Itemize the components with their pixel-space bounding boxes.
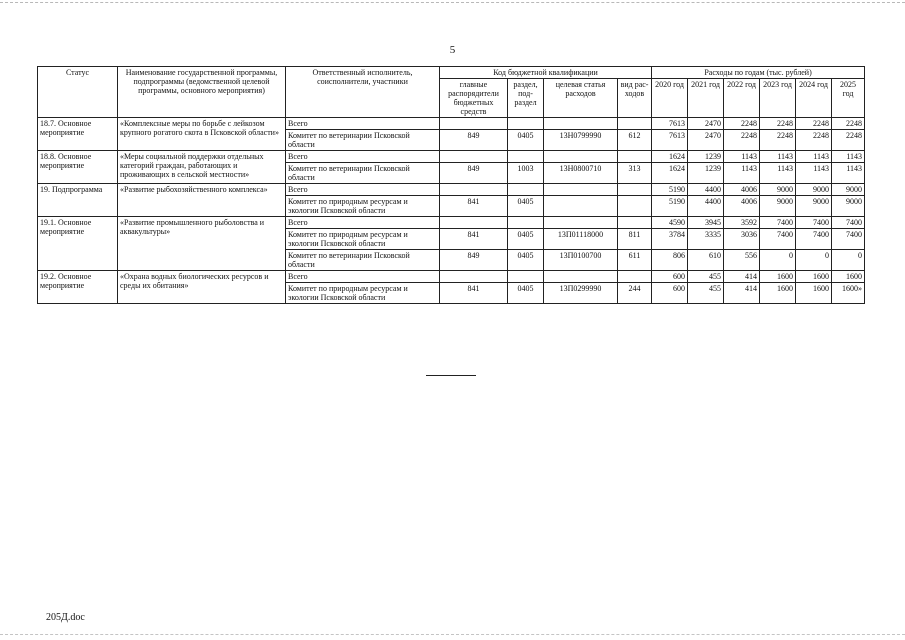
header-type: вид рас-ходов <box>618 79 652 118</box>
page-number: 5 <box>449 44 456 56</box>
year-value-cell: 1143 <box>724 151 760 163</box>
status-cell: 19.2. Основное мероприятие <box>38 271 118 304</box>
section-cell <box>508 151 544 163</box>
year-value-cell: 1143 <box>832 163 865 184</box>
year-value-cell: 4400 <box>688 196 724 217</box>
executor-cell: Комитет по ветеринарии Псковской области <box>286 250 440 271</box>
table-row <box>38 118 865 130</box>
executor-cell: Комитет по природным ресурсам и экологии Псковской области <box>286 229 440 250</box>
year-value-cell: 1600 <box>796 283 832 304</box>
target-cell: 13Н0799990 <box>544 130 618 151</box>
year-value-cell: 556 <box>724 250 760 271</box>
status-cell: 19.1. Основное мероприятие <box>38 217 118 271</box>
year-value-cell: 9000 <box>760 184 796 196</box>
year-value-cell: 7400 <box>760 217 796 229</box>
target-cell <box>544 118 618 130</box>
year-value-cell: 2248 <box>796 118 832 130</box>
grbs-cell: 849 <box>440 130 508 151</box>
section-cell: 0405 <box>508 130 544 151</box>
year-value-cell: 2248 <box>832 118 865 130</box>
header-year: 2024 год <box>796 79 832 118</box>
header-year: 2020 год <box>652 79 688 118</box>
target-cell: 13П0100700 <box>544 250 618 271</box>
table-row <box>38 151 865 163</box>
type-cell <box>618 271 652 283</box>
year-value-cell: 1143 <box>760 163 796 184</box>
year-value-cell: 2248 <box>724 130 760 151</box>
table-header <box>38 67 865 118</box>
status-cell: 19. Подпрограмма <box>38 184 118 217</box>
name-cell: «Развитие рыбохозяйственного комплекса» <box>118 184 286 217</box>
type-cell: 313 <box>618 163 652 184</box>
year-value-cell: 806 <box>652 250 688 271</box>
year-value-cell: 4400 <box>688 184 724 196</box>
year-value-cell: 5190 <box>652 184 688 196</box>
year-value-cell: 1143 <box>724 163 760 184</box>
year-value-cell: 1600 <box>760 283 796 304</box>
type-cell <box>618 184 652 196</box>
year-value-cell: 4006 <box>724 196 760 217</box>
header-name: Наименование государственной программы, подпрограммы (ведомственной целевой программы, основного мероприятия) <box>118 67 286 118</box>
year-value-cell: 2470 <box>688 118 724 130</box>
year-value-cell: 4590 <box>652 217 688 229</box>
type-cell: 811 <box>618 229 652 250</box>
year-value-cell: 9000 <box>832 184 865 196</box>
year-value-cell: 9000 <box>796 184 832 196</box>
closing-rule <box>426 375 476 376</box>
year-value-cell: 9000 <box>832 196 865 217</box>
type-cell: 244 <box>618 283 652 304</box>
executor-cell: Всего <box>286 217 440 229</box>
executor-cell: Всего <box>286 151 440 163</box>
header-target: целевая статья расходов <box>544 79 618 118</box>
header-section: раздел, под-раздел <box>508 79 544 118</box>
status-cell: 18.7. Основное мероприятие <box>38 118 118 151</box>
year-value-cell: 2248 <box>760 130 796 151</box>
grbs-cell <box>440 118 508 130</box>
target-cell <box>544 151 618 163</box>
header-executor: Ответственный исполнитель, соисполнители, участники <box>286 67 440 118</box>
year-value-cell: 7613 <box>652 130 688 151</box>
year-value-cell: 7400 <box>796 217 832 229</box>
table-body <box>38 118 865 304</box>
year-value-cell: 3945 <box>688 217 724 229</box>
executor-cell: Комитет по ветеринарии Псковской области <box>286 130 440 151</box>
year-value-cell: 2248 <box>760 118 796 130</box>
year-value-cell: 7400 <box>796 229 832 250</box>
type-cell <box>618 118 652 130</box>
target-cell <box>544 184 618 196</box>
year-value-cell: 1600 <box>796 271 832 283</box>
year-value-cell: 3036 <box>724 229 760 250</box>
year-value-cell: 0 <box>796 250 832 271</box>
type-cell <box>618 217 652 229</box>
name-cell: «Охрана водных биологических ресурсов и среды их обитания» <box>118 271 286 304</box>
year-value-cell: 3592 <box>724 217 760 229</box>
year-value-cell: 2470 <box>688 130 724 151</box>
type-cell: 612 <box>618 130 652 151</box>
header-year: 2021 год <box>688 79 724 118</box>
grbs-cell: 849 <box>440 250 508 271</box>
year-value-cell: 610 <box>688 250 724 271</box>
grbs-cell: 841 <box>440 196 508 217</box>
year-value-cell: 455 <box>688 283 724 304</box>
grbs-cell: 849 <box>440 163 508 184</box>
year-value-cell: 1239 <box>688 163 724 184</box>
grbs-cell <box>440 271 508 283</box>
year-value-cell: 1239 <box>688 151 724 163</box>
section-cell <box>508 271 544 283</box>
executor-cell: Комитет по ветеринарии Псковской области <box>286 163 440 184</box>
section-cell <box>508 184 544 196</box>
type-cell <box>618 196 652 217</box>
section-cell: 0405 <box>508 283 544 304</box>
grbs-cell <box>440 217 508 229</box>
executor-cell: Всего <box>286 184 440 196</box>
year-value-cell: 455 <box>688 271 724 283</box>
year-value-cell: 5190 <box>652 196 688 217</box>
year-value-cell: 1600 <box>832 271 865 283</box>
table-row <box>38 184 865 196</box>
target-cell <box>544 271 618 283</box>
year-value-cell: 1143 <box>832 151 865 163</box>
header-expenses: Расходы по годам (тыс. рублей) <box>652 67 865 79</box>
grbs-cell <box>440 151 508 163</box>
executor-cell: Комитет по природным ресурсам и экологии Псковской области <box>286 196 440 217</box>
header-year: 2023 год <box>760 79 796 118</box>
type-cell: 611 <box>618 250 652 271</box>
scan-edge-top <box>0 2 905 3</box>
header-budget-code: Код бюджетной квалификации <box>440 67 652 79</box>
year-value-cell: 7400 <box>832 217 865 229</box>
section-cell: 0405 <box>508 229 544 250</box>
year-value-cell: 0 <box>832 250 865 271</box>
year-value-cell: 0 <box>760 250 796 271</box>
year-value-cell: 4006 <box>724 184 760 196</box>
target-cell: 13П0299990 <box>544 283 618 304</box>
year-value-cell: 9000 <box>760 196 796 217</box>
year-value-cell: 9000 <box>796 196 832 217</box>
status-cell: 18.8. Основное мероприятие <box>38 151 118 184</box>
name-cell: «Комплексные меры по борьбе с лейкозом крупного рогатого скота в Псковской области» <box>118 118 286 151</box>
section-cell <box>508 118 544 130</box>
scan-edge-bottom <box>0 634 905 635</box>
year-value-cell: 1600 <box>760 271 796 283</box>
section-cell: 1003 <box>508 163 544 184</box>
year-value-cell: 1143 <box>760 151 796 163</box>
grbs-cell: 841 <box>440 229 508 250</box>
target-cell: 13П01118000 <box>544 229 618 250</box>
header-year: 2025 год <box>832 79 865 118</box>
year-value-cell: 3784 <box>652 229 688 250</box>
year-value-cell: 7400 <box>760 229 796 250</box>
table-row <box>38 217 865 229</box>
file-name: 205Д.doc <box>46 612 85 623</box>
type-cell <box>618 151 652 163</box>
year-value-cell: 1600» <box>832 283 865 304</box>
header-year: 2022 год <box>724 79 760 118</box>
budget-table <box>37 66 865 304</box>
year-value-cell: 414 <box>724 283 760 304</box>
header-grbs: главные распорядители бюджетных средств <box>440 79 508 118</box>
target-cell <box>544 217 618 229</box>
year-value-cell: 3335 <box>688 229 724 250</box>
year-value-cell: 600 <box>652 283 688 304</box>
grbs-cell: 841 <box>440 283 508 304</box>
year-value-cell: 600 <box>652 271 688 283</box>
header-status: Статус <box>38 67 118 118</box>
year-value-cell: 1143 <box>796 151 832 163</box>
year-value-cell: 1624 <box>652 151 688 163</box>
section-cell: 0405 <box>508 196 544 217</box>
name-cell: «Развитие промышленного рыболовства и аквакультуры» <box>118 217 286 271</box>
section-cell: 0405 <box>508 250 544 271</box>
year-value-cell: 7400 <box>832 229 865 250</box>
executor-cell: Всего <box>286 271 440 283</box>
executor-cell: Всего <box>286 118 440 130</box>
year-value-cell: 1143 <box>796 163 832 184</box>
year-value-cell: 1624 <box>652 163 688 184</box>
year-value-cell: 2248 <box>724 118 760 130</box>
grbs-cell <box>440 184 508 196</box>
table-row <box>38 271 865 283</box>
target-cell <box>544 196 618 217</box>
name-cell: «Меры социальной поддержки отдельных категорий граждан, работающих и проживающих в сельской местности» <box>118 151 286 184</box>
year-value-cell: 2248 <box>796 130 832 151</box>
target-cell: 13Н0800710 <box>544 163 618 184</box>
executor-cell: Комитет по природным ресурсам и экологии Псковской области <box>286 283 440 304</box>
section-cell <box>508 217 544 229</box>
year-value-cell: 2248 <box>832 130 865 151</box>
year-value-cell: 7613 <box>652 118 688 130</box>
year-value-cell: 414 <box>724 271 760 283</box>
